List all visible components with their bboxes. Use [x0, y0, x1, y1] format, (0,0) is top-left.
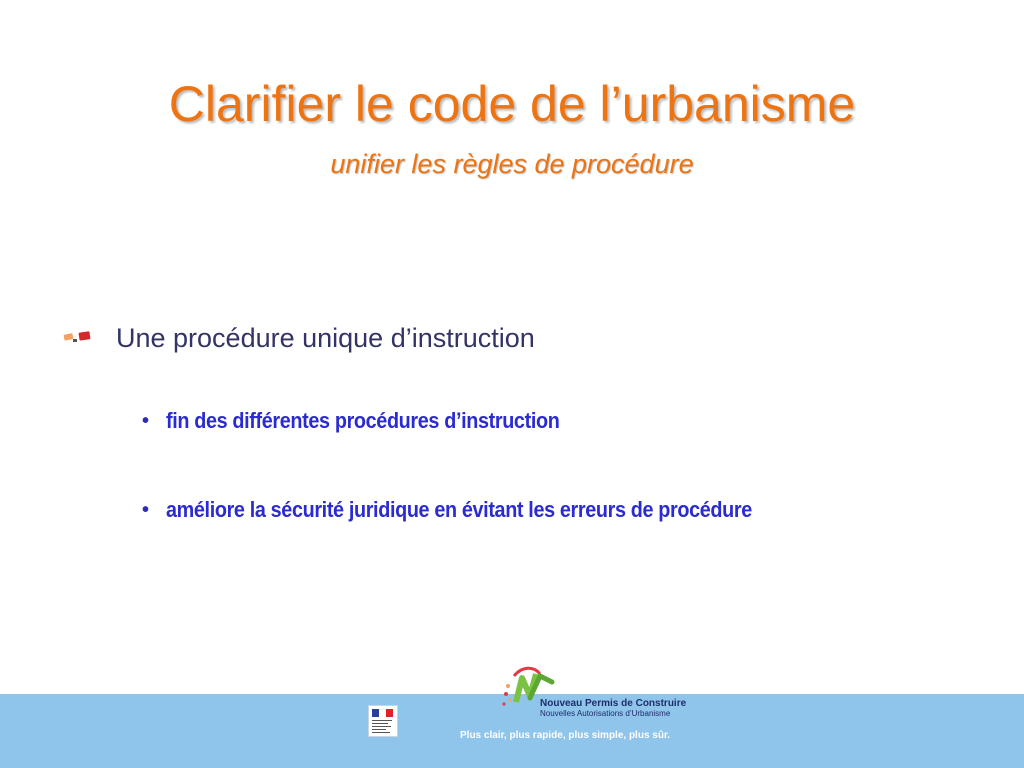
level1-bullet-text: Une procédure unique d’instruction	[116, 322, 535, 353]
level2-bullet	[142, 493, 817, 527]
slide-subtitle: unifier les règles de procédure	[330, 149, 694, 179]
level1-bullet	[62, 318, 535, 358]
brand-name: Nouveau Permis de Construire	[540, 698, 687, 709]
footer-tagline: Plus clair, plus rapide, plus simple, plus sûr.	[460, 730, 671, 741]
slide-title: Clarifier le code de l’urbanisme	[168, 76, 856, 132]
republique-francaise-logo	[368, 705, 398, 737]
level2-bullet	[142, 404, 603, 438]
bullet-dot: •	[142, 409, 150, 432]
cards-bullet-icon	[62, 328, 96, 348]
brand-subtitle: Nouvelles Autorisations d’Urbanisme	[540, 709, 671, 718]
level2-bullet-text: fin des différentes procédures d’instruction	[166, 408, 560, 433]
level2-bullet-text: améliore la sécurité juridique en évitant les erreurs de procédure	[166, 497, 752, 522]
bullet-dot: •	[142, 498, 150, 521]
